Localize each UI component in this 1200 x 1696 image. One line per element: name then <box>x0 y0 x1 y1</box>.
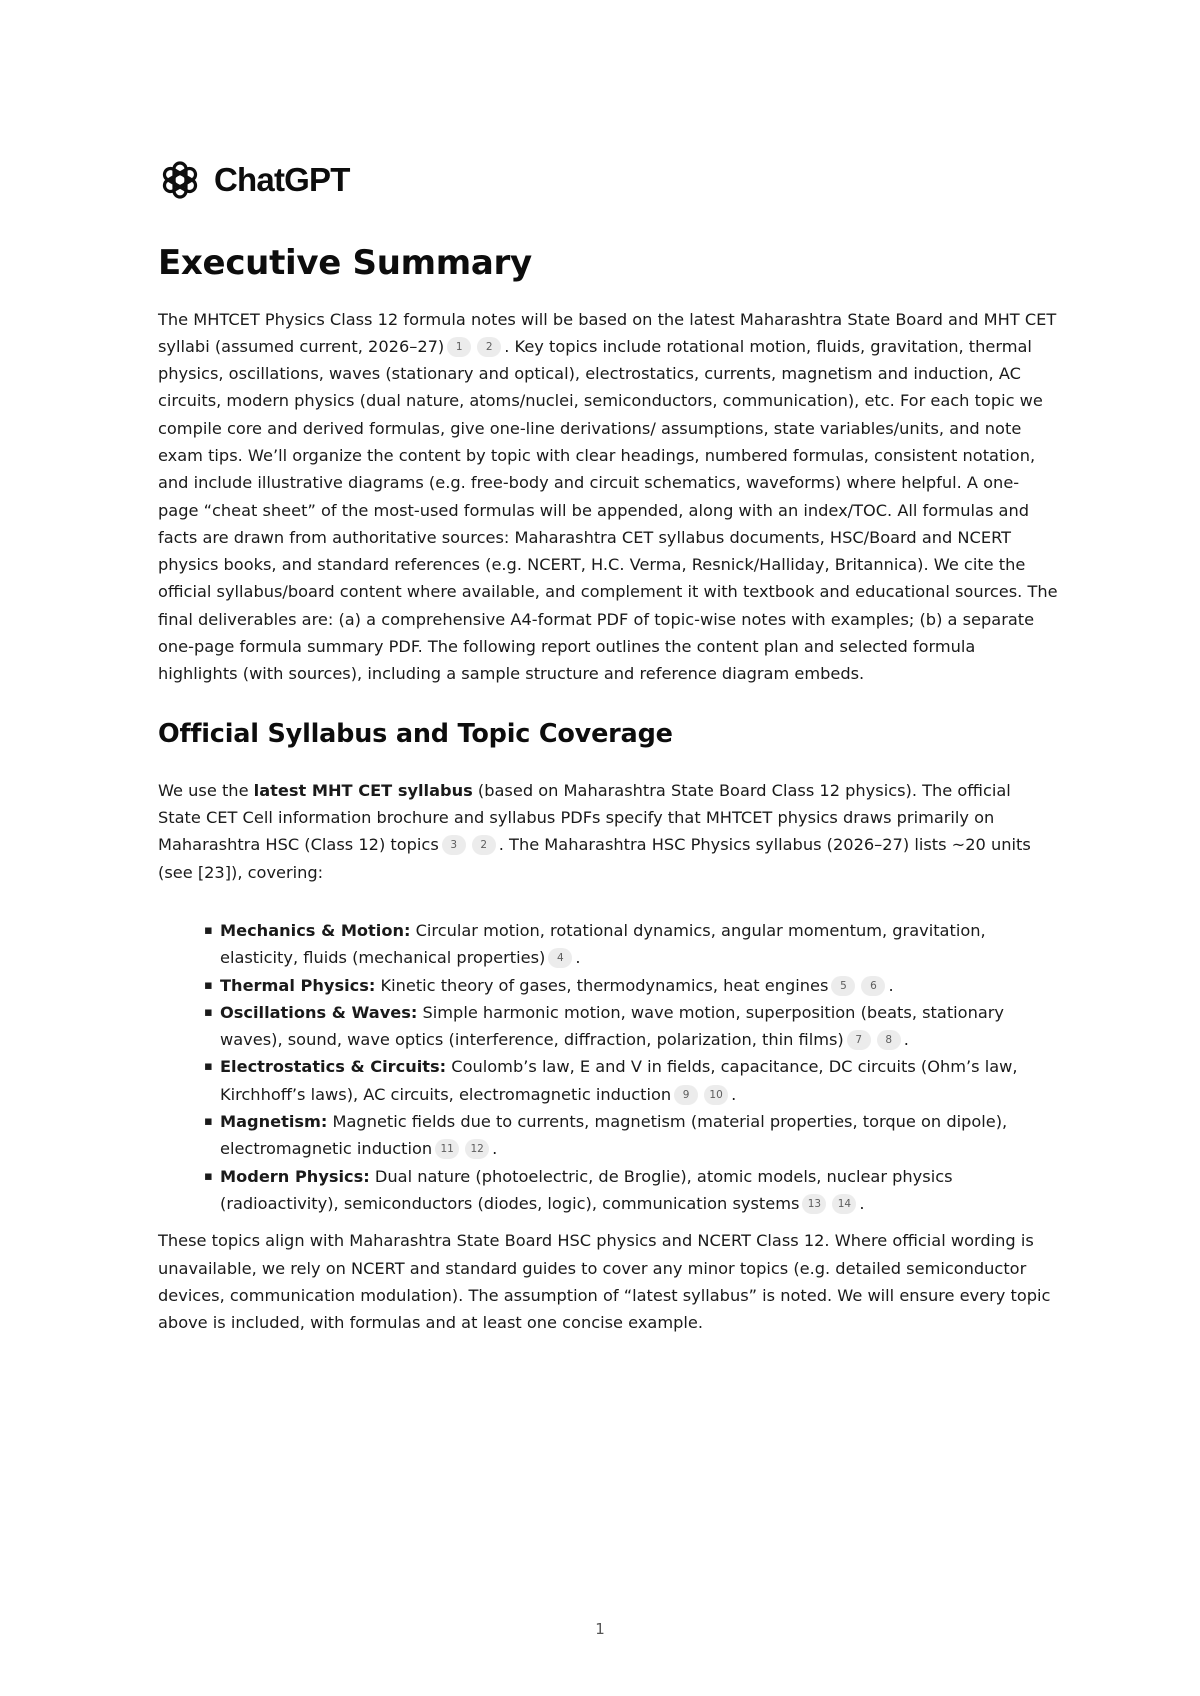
citation-badge[interactable]: 12 <box>465 1139 489 1159</box>
topic-label: Magnetism: <box>220 1112 328 1132</box>
topic-description: Kinetic theory of gases, thermodynamics, heat engines <box>375 975 829 995</box>
citation-badge[interactable]: 6 <box>861 976 885 996</box>
citation-badge[interactable]: 9 <box>674 1085 698 1105</box>
brand-name: ChatGPT <box>214 161 350 198</box>
text-run: . Key topics include rotational motion, fluids, gravitation, thermal physics, oscillations, waves (stationary and optical), electrostatics, currents, magnetism and induction, AC circuits, modern physics (dual nature, atoms/nuclei, semiconductors, communication), etc. For each topic we compile core and derived formulas, give one-line derivations/ assumptions, state variables/units, and note exam tips. We’ll organize the content by topic with clear headings, numbered formulas, consistent notation, and include illustrative diagrams (e.g. free-body and circuit schematics, waveforms) where helpful. A one-page “cheat sheet” of the most-used formulas will be appended, along with an index/TOC. All formulas and facts are drawn from authoritative sources: Maharashtra CET syllabus documents, HSC/Board and NCERT physics books, and standard references (e.g. NCERT, H.C. Verma, Resnick/Halliday, Britannica). We cite the official syllabus/board content where available, and complement it with textbook and educational sources. The final deliverables are: (a) a comprehensive A4-format PDF of topic-wise notes with examples; (b) a separate one-page formula summary PDF. The following report outlines the content plan and selected formula highlights (with sources), including a sample structure and reference diagram embeds. <box>158 336 1058 684</box>
text-run: (based on Maharashtra State Board Class 12 physics). The official State CET Cell information brochure and syllabus PDFs specify that MHTCET physics draws primarily on Maharashtra HSC (Class 12) topics <box>158 780 1011 855</box>
page-number: 1 <box>595 1620 605 1638</box>
list-item <box>204 1108 1058 1163</box>
citation-badge[interactable]: 2 <box>477 337 501 357</box>
punctuation: . <box>903 1030 909 1050</box>
topic-list <box>158 917 1058 1217</box>
citation-badge[interactable]: 11 <box>435 1139 459 1159</box>
topic-description: Coulomb’s law, E and V in fields, capacitance, DC circuits (Ohm’s law, Kirchhoff’s laws), AC circuits, electromagnetic induction <box>220 1057 1018 1104</box>
topic-description: Circular motion, rotational dynamics, angular momentum, gravitation, elasticity, fluids (mechanical properties) <box>220 920 986 968</box>
executive-summary-paragraph <box>158 306 1058 688</box>
citation-badge[interactable]: 2 <box>472 835 496 855</box>
topic-label: Oscillations & Waves: <box>220 1002 418 1022</box>
punctuation: . <box>492 1139 498 1159</box>
document-page <box>158 150 1058 1336</box>
topic-label: Electrostatics & Circuits: <box>220 1057 447 1077</box>
bullet-icon: ▪ <box>204 1004 213 1020</box>
text-run: We use the <box>158 780 254 800</box>
citation-badge[interactable]: 1 <box>447 337 471 357</box>
bullet-icon: ▪ <box>204 1059 213 1075</box>
brand-header <box>158 150 1058 210</box>
syllabus-closing-paragraph: These topics align with Maharashtra State Board HSC physics and NCERT Class 12. Where official wording is unavailable, we rely on NCERT and standard guides to cover any minor topics (e.g. detailed semiconductor devices, communication modulation). The assumption of “latest syllabus” is noted. We will ensure every topic above is included, with formulas and at least one concise example. <box>158 1231 1051 1333</box>
citation-badge[interactable]: 8 <box>877 1030 901 1050</box>
topic-label: Modern Physics: <box>220 1166 370 1186</box>
citation-badge[interactable]: 13 <box>802 1194 826 1214</box>
openai-knot-icon <box>158 158 202 202</box>
list-item <box>204 972 1058 999</box>
punctuation: . <box>731 1084 737 1104</box>
punctuation: . <box>888 975 894 995</box>
bullet-icon: ▪ <box>204 922 213 938</box>
topic-description: Dual nature (photoelectric, de Broglie), atomic models, nuclear physics (radioactivity), semiconductors (diodes, logic), communication systems <box>220 1166 953 1213</box>
text-run: The MHTCET Physics Class 12 formula notes will be based on the latest Maharashtra State Board and MHT CET syllabi (assumed current, 2026–27) <box>158 309 1057 356</box>
list-item <box>204 1053 1058 1108</box>
bullet-icon: ▪ <box>204 977 213 993</box>
bullet-icon: ▪ <box>204 1114 213 1130</box>
section-title-executive-summary: Executive Summary <box>158 243 532 283</box>
punctuation: . <box>859 1193 865 1213</box>
citation-badge[interactable]: 10 <box>704 1085 728 1105</box>
topic-label: Mechanics & Motion: <box>220 920 411 940</box>
bullet-icon: ▪ <box>204 1168 213 1184</box>
syllabus-intro-paragraph <box>158 777 1058 886</box>
topic-description: Simple harmonic motion, wave motion, superposition (beats, stationary waves), sound, wave optics (interference, diffraction, polarization, thin films) <box>220 1002 1004 1050</box>
list-item <box>204 999 1058 1054</box>
list-item <box>204 1163 1058 1218</box>
topic-description: Magnetic fields due to currents, magnetism (material properties, torque on dipole), electromagnetic induction <box>220 1112 1008 1159</box>
citation-badge[interactable]: 5 <box>831 976 855 996</box>
citation-badge[interactable]: 7 <box>847 1030 871 1050</box>
list-item <box>204 917 1058 972</box>
punctuation: . <box>575 948 581 968</box>
citation-badge[interactable]: 4 <box>548 948 572 968</box>
emphasis-text: latest MHT CET syllabus <box>253 780 473 800</box>
topic-label: Thermal Physics: <box>220 975 376 995</box>
text-run: . The Maharashtra HSC Physics syllabus (2026–27) lists ~20 units (see [23]), covering: <box>158 835 1031 882</box>
section-title-syllabus: Official Syllabus and Topic Coverage <box>158 718 673 749</box>
citation-badge[interactable]: 3 <box>442 835 466 855</box>
citation-badge[interactable]: 14 <box>832 1194 856 1214</box>
